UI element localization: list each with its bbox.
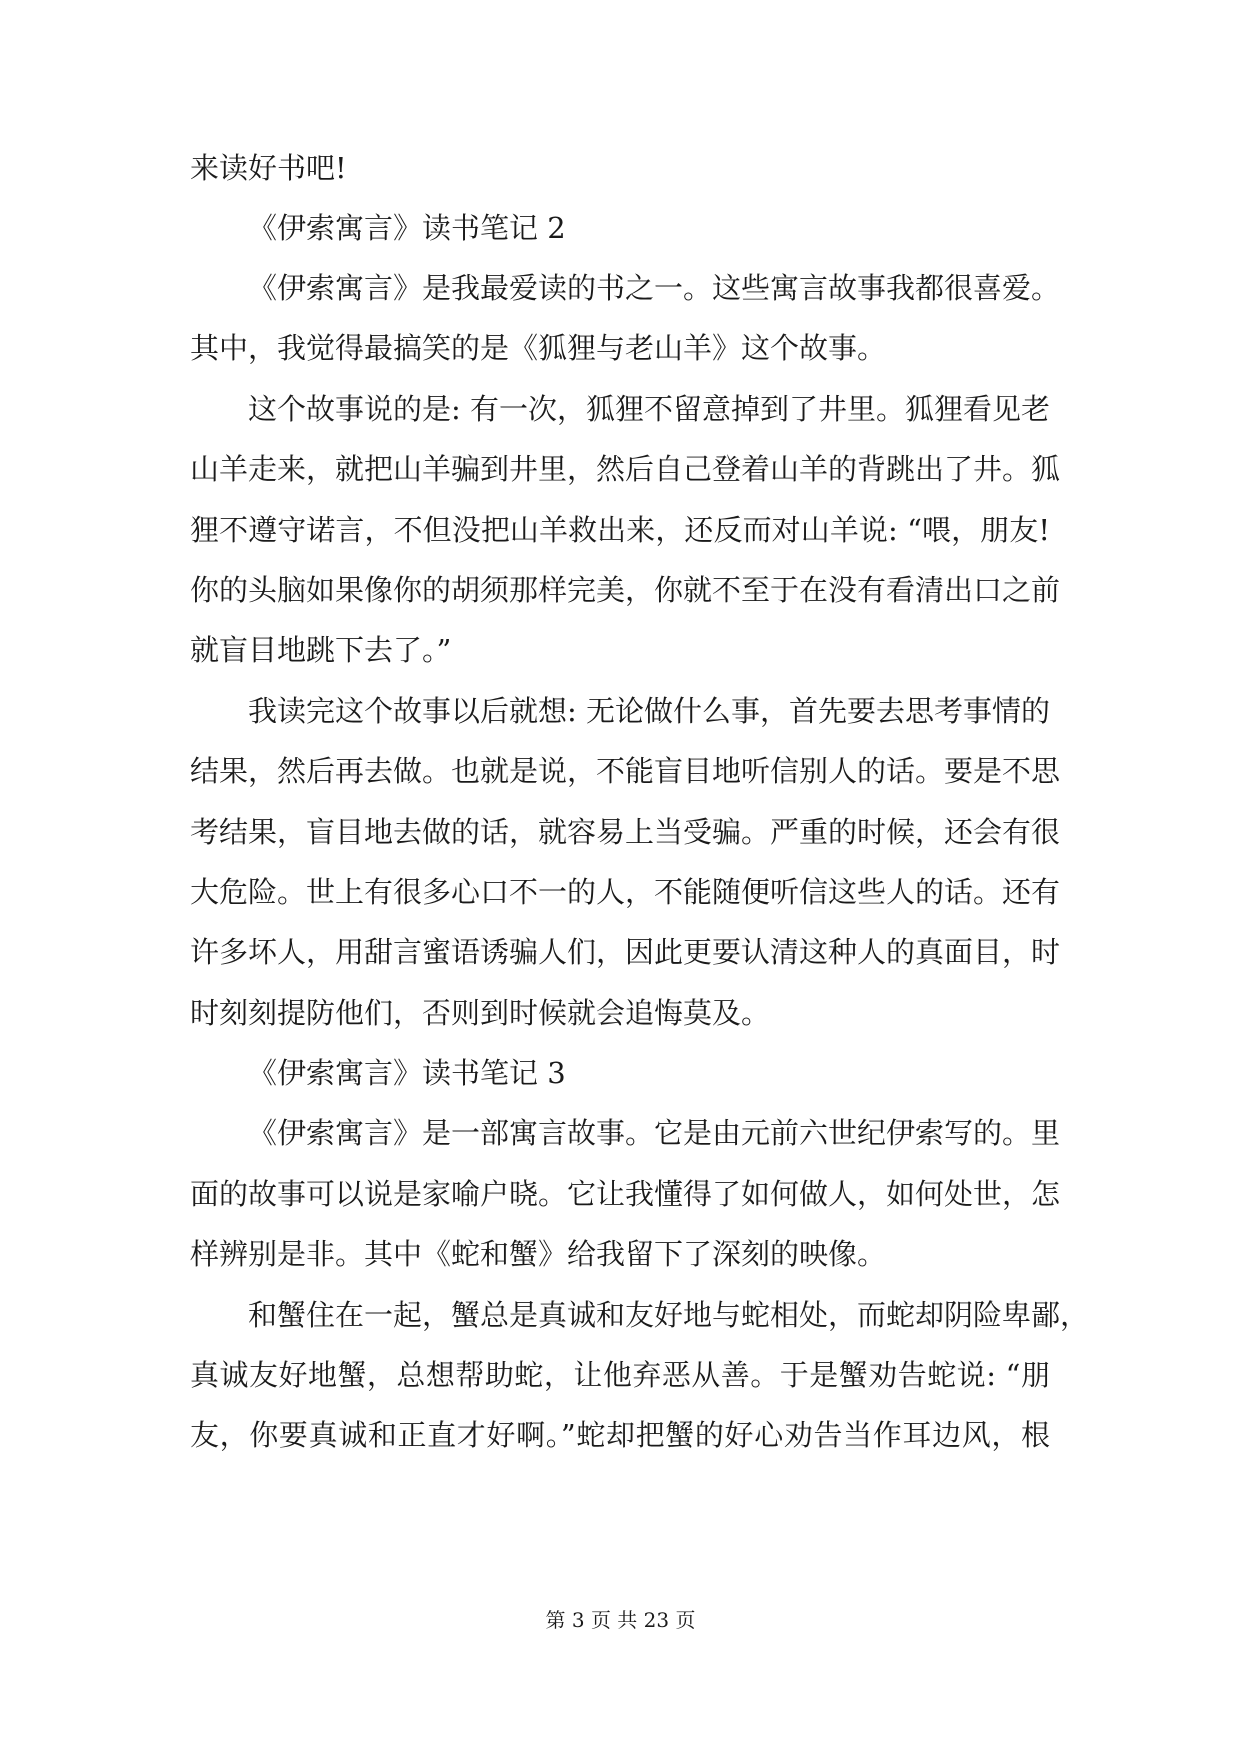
text-line: 大危险。世上有很多心口不一的人，不能随便听信这些人的话。还有 (190, 875, 1061, 909)
section-heading: 《伊索寓言》读书笔记 2 (248, 211, 566, 245)
page-footer: 第 3 页 共 23 页 (545, 1608, 696, 1632)
text-line: 来读好书吧! (190, 151, 347, 185)
section-heading: 《伊索寓言》读书笔记 3 (248, 1056, 566, 1090)
text-line: 我读完这个故事以后就想: 无论做什么事，首先要去思考事情的 (248, 694, 1050, 728)
text-line: 狸不遵守诺言，不但没把山羊救出来，还反而对山羊说: “喂，朋友! (190, 513, 1050, 547)
text-line: 这个故事说的是: 有一次，狐狸不留意掉到了井里。狐狸看见老 (248, 392, 1050, 426)
text-line: 就盲目地跳下去了。” (190, 633, 452, 667)
text-line: 样辨别是非。其中《蛇和蟹》给我留下了深刻的映像。 (190, 1237, 887, 1271)
text-line: 你的头脑如果像你的胡须那样完美，你就不至于在没有看清出口之前 (190, 573, 1061, 607)
text-line: 时刻刻提防他们，否则到时候就会追悔莫及。 (190, 996, 771, 1030)
text-line: 面的故事可以说是家喻户晓。它让我懂得了如何做人，如何处世，怎 (190, 1177, 1061, 1211)
text-line: 考结果，盲目地去做的话，就容易上当受骗。严重的时候，还会有很 (190, 815, 1061, 849)
text-line: 友，你要真诚和正直才好啊。”蛇却把蟹的好心劝告当作耳边风，根 (190, 1418, 1050, 1452)
text-line: 许多坏人，用甜言蜜语诱骗人们，因此更要认清这种人的真面目，时 (190, 935, 1061, 969)
text-line: 《伊索寓言》是我最爱读的书之一。这些寓言故事我都很喜爱。 (248, 271, 1061, 305)
text-line: 《伊索寓言》是一部寓言故事。它是由元前六世纪伊索写的。里 (248, 1116, 1061, 1150)
text-line: 真诚友好地蟹，总想帮助蛇，让他弃恶从善。于是蟹劝告蛇说: “朋 (190, 1358, 1050, 1392)
text-line: 其中，我觉得最搞笑的是《狐狸与老山羊》这个故事。 (190, 331, 887, 365)
text-line: 结果，然后再去做。也就是说，不能盲目地听信别人的话。要是不思 (190, 754, 1061, 788)
text-line: 山羊走来，就把山羊骗到井里，然后自己登着山羊的背跳出了井。狐 (190, 452, 1061, 486)
text-line: 和蟹住在一起，蟹总是真诚和友好地与蛇相处，而蛇却阴险卑鄙， (248, 1298, 1090, 1332)
